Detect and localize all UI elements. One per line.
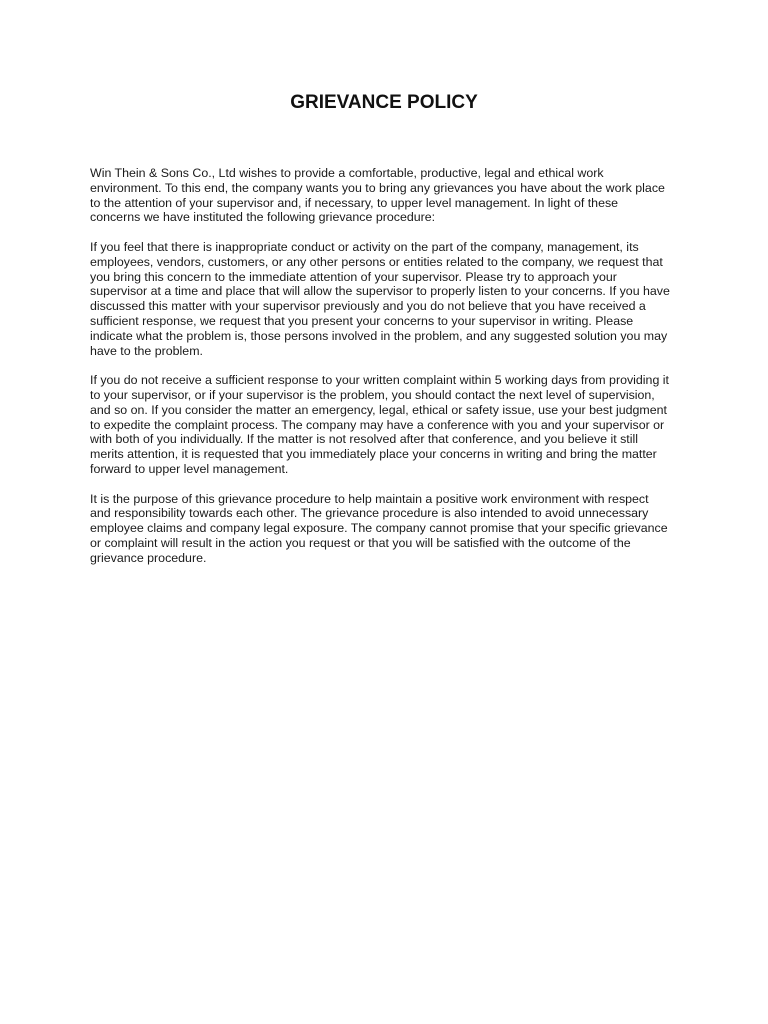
text-line: forward to upper level management. bbox=[90, 461, 289, 476]
document-title: GRIEVANCE POLICY bbox=[290, 92, 478, 113]
text-line: to your supervisor, or if your supervisor is the problem, you should contact the next level of supervision, bbox=[90, 387, 655, 402]
document-body bbox=[90, 166, 690, 580]
text-line: to the attention of your supervisor and, if necessary, to upper level management. In light of these bbox=[90, 195, 619, 210]
text-line: sufficient response, we request that you present your concerns to your supervisor in writing. Please bbox=[90, 313, 634, 328]
text-line: or complaint will result in the action you request or that you will be satisfied with the outcome of the bbox=[90, 535, 631, 550]
text-line: employees, vendors, customers, or any other persons or entities related to the company, we request that bbox=[90, 254, 663, 269]
text-line: concerns we have instituted the following grievance procedure: bbox=[90, 210, 436, 225]
text-line: Win Thein & Sons Co., Ltd wishes to provide a comfortable, productive, legal and ethical work bbox=[90, 166, 604, 180]
paragraph-purpose bbox=[90, 492, 690, 566]
text-line: with both of you individually. If the matter is not resolved after that conference, and you believe it still bbox=[90, 432, 639, 447]
text-line: employee claims and company legal exposure. The company cannot promise that your specific grievance bbox=[90, 521, 668, 536]
text-line: If you feel that there is inappropriate conduct or activity on the part of the company, management, its bbox=[90, 239, 639, 254]
paragraph-intro bbox=[90, 166, 690, 225]
text-line: merits attention, it is requested that you immediately place your concerns in writing and bring the matter bbox=[90, 447, 657, 462]
text-line: indicate what the problem is, those persons involved in the problem, and any suggested solution you may bbox=[90, 328, 668, 343]
text-line: have to the problem. bbox=[90, 343, 203, 358]
text-line: discussed this matter with your supervisor previously and you do not believe that you have received a bbox=[90, 299, 646, 314]
text-line: you bring this concern to the immediate attention of your supervisor. Please try to approach your bbox=[90, 269, 617, 284]
text-line: supervisor at a time and place that will allow the supervisor to properly listen to your concerns. If you have bbox=[90, 284, 670, 299]
text-line: grievance procedure. bbox=[90, 550, 207, 565]
text-line: It is the purpose of this grievance procedure to help maintain a positive work environment with respect bbox=[90, 491, 649, 506]
paragraph-procedure bbox=[90, 240, 690, 358]
paragraph-escalation bbox=[90, 373, 690, 477]
text-line: and responsibility towards each other. The grievance procedure is also intended to avoid unnecessary bbox=[90, 506, 649, 521]
text-line: environment. To this end, the company wants you to bring any grievances you have about the work place bbox=[90, 180, 665, 195]
text-line: and so on. If you consider the matter an emergency, legal, ethical or safety issue, use your best judgment bbox=[90, 402, 667, 417]
text-line: If you do not receive a sufficient response to your written complaint within 5 working days from providing it bbox=[90, 373, 669, 388]
text-line: to expedite the complaint process. The company may have a conference with you and your supervisor or bbox=[90, 417, 665, 432]
